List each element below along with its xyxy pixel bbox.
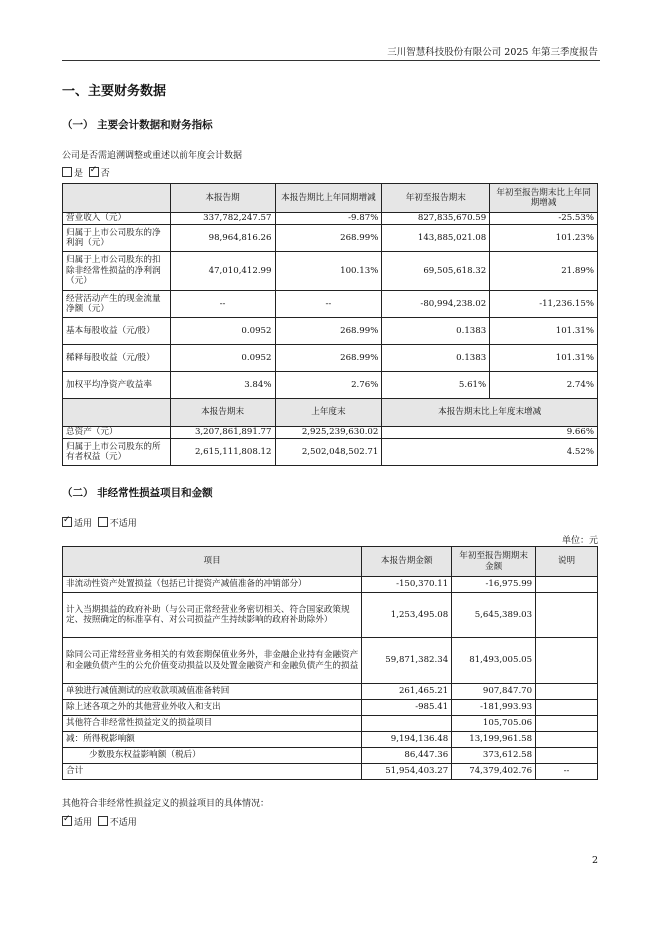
- item-label: 非流动性资产处置损益（包括已计提资产减值准备的冲销部分）: [63, 577, 362, 593]
- cell-value: --: [275, 291, 382, 318]
- cell-value: 4.52%: [382, 439, 598, 466]
- other-items-note: 其他符合非经常性损益定义的损益项目的具体情况：: [62, 799, 270, 809]
- table-row: [63, 213, 598, 225]
- cell-note: [536, 748, 598, 764]
- cell-value: 98,964,816.26: [170, 225, 275, 252]
- cell-value: 0.0952: [170, 318, 275, 345]
- table-row: [63, 291, 598, 318]
- table1-header: 本报告期末比上年度末增减: [382, 399, 598, 427]
- item-label: 除同公司正常经营业务相关的有效套期保值业务外，非金融企业持有金融资产和金融负债产生的公允价值变动损益以及处置金融资产和金融负债产生的损益: [63, 638, 362, 684]
- table1-header: 年初至报告期末比上年同期增减: [490, 184, 598, 213]
- cell-value: 2,925,239,630.02: [275, 427, 382, 439]
- cell-value: 0.1383: [382, 318, 490, 345]
- row-label: 总资产（元）: [63, 427, 171, 439]
- page-header: 三川智慧科技股份有限公司 2025 年第三季度报告: [387, 47, 598, 58]
- option-applicable-label: 适用: [74, 818, 93, 828]
- cell-note: [536, 732, 598, 748]
- table-row: [63, 427, 598, 439]
- table-row: [63, 700, 598, 716]
- checkbox-applicable[interactable]: [62, 816, 72, 826]
- non-recurring-items-table: [62, 546, 598, 780]
- table-row: [63, 764, 598, 780]
- cell-value: 261,465.21: [362, 684, 452, 700]
- table-row: [63, 318, 598, 345]
- item-label: 合计: [63, 764, 362, 780]
- cell-value: 9,194,136.48: [362, 732, 452, 748]
- cell-value: 373,612.58: [452, 748, 536, 764]
- cell-value: -80,994,238.02: [382, 291, 490, 318]
- option-not-applicable-label: 不适用: [109, 519, 137, 529]
- page-number: 2: [591, 855, 598, 866]
- cell-value: -150,370.11: [362, 577, 452, 593]
- table1-header: 本报告期末: [170, 399, 275, 427]
- table-row: [63, 252, 598, 291]
- subsection-title-2: （二） 非经常性损益项目和金额: [62, 487, 213, 499]
- table2-header: 年初至报告期期末金额: [452, 547, 536, 577]
- applicability-options: [62, 516, 137, 529]
- table1-corner: [63, 184, 171, 213]
- cell-value: -181,993.93: [452, 700, 536, 716]
- unit-label: 单位：元: [561, 536, 598, 546]
- cell-value: 2,502,048,502.71: [275, 439, 382, 466]
- option-not-applicable-label: 不适用: [109, 818, 137, 828]
- cell-value: 268.99%: [275, 318, 382, 345]
- footer-options: [62, 815, 137, 828]
- checkbox-no[interactable]: [89, 167, 99, 177]
- table-row: [63, 372, 598, 399]
- table2-header: 说明: [536, 547, 598, 577]
- cell-value: 69,505,618.32: [382, 252, 490, 291]
- option-yes-label: 是: [74, 169, 84, 179]
- table-row: [63, 748, 598, 764]
- subsection-title-1: （一） 主要会计数据和财务指标: [62, 119, 213, 131]
- table2-header: 项目: [63, 547, 362, 577]
- cell-value: 1,253,495.08: [362, 593, 452, 638]
- row-label: 稀释每股收益（元/股）: [63, 345, 171, 372]
- row-label: 归属于上市公司股东的净利润（元）: [63, 225, 171, 252]
- cell-value: 74,379,402.76: [452, 764, 536, 780]
- row-label: 基本每股收益（元/股）: [63, 318, 171, 345]
- item-label: 计入当期损益的政府补助（与公司正常经营业务密切相关、符合国家政策规定、按照确定的标准享有、对公司损益产生持续影响的政府补助除外）: [63, 593, 362, 638]
- cell-value: 827,835,670.59: [382, 213, 490, 225]
- cell-value: 47,010,412.99: [170, 252, 275, 291]
- table-row: [63, 439, 598, 466]
- cell-value: 21.89%: [490, 252, 598, 291]
- table-row: [63, 225, 598, 252]
- cell-value: 101.23%: [490, 225, 598, 252]
- checkbox-applicable[interactable]: [62, 517, 72, 527]
- checkbox-not-applicable[interactable]: [98, 517, 108, 527]
- cell-value: 3.84%: [170, 372, 275, 399]
- cell-value: 3,207,861,891.77: [170, 427, 275, 439]
- cell-value: 2.74%: [490, 372, 598, 399]
- checkbox-yes[interactable]: [62, 167, 72, 177]
- cell-value: -16,975.99: [452, 577, 536, 593]
- table-row: [63, 732, 598, 748]
- cell-value: 907,847.70: [452, 684, 536, 700]
- table1-header: 本报告期: [170, 184, 275, 213]
- cell-value: -11,236.15%: [490, 291, 598, 318]
- cell-value: 13,199,961.58: [452, 732, 536, 748]
- cell-value: 2.76%: [275, 372, 382, 399]
- cell-value: 2,615,111,808.12: [170, 439, 275, 466]
- cell-value: --: [170, 291, 275, 318]
- table-row: [63, 577, 598, 593]
- checkbox-not-applicable[interactable]: [98, 816, 108, 826]
- cell-value: 5,645,389.03: [452, 593, 536, 638]
- item-label: 少数股东权益影响额（税后）: [63, 748, 362, 764]
- cell-value: 100.13%: [275, 252, 382, 291]
- row-label: 经营活动产生的现金流量净额（元）: [63, 291, 171, 318]
- cell-value: 105,705.06: [452, 716, 536, 732]
- item-label: 单独进行减值测试的应收款项减值准备转回: [63, 684, 362, 700]
- cell-value: 268.99%: [275, 345, 382, 372]
- item-label: 减：所得税影响额: [63, 732, 362, 748]
- cell-value: -985.41: [362, 700, 452, 716]
- row-label: 归属于上市公司股东的所有者权益（元）: [63, 439, 171, 466]
- option-no-label: 否: [100, 169, 110, 179]
- cell-value: 268.99%: [275, 225, 382, 252]
- table-row: [63, 638, 598, 684]
- table2-header: 本报告期金额: [362, 547, 452, 577]
- cell-value: 101.31%: [490, 345, 598, 372]
- cell-note: [536, 684, 598, 700]
- cell-note: --: [536, 764, 598, 780]
- row-label: 加权平均净资产收益率: [63, 372, 171, 399]
- restatement-question: 公司是否需追溯调整或重述以前年度会计数据: [62, 151, 243, 161]
- cell-value: 51,954,403.27: [362, 764, 452, 780]
- table1-corner: [63, 399, 171, 427]
- header-divider: [62, 60, 600, 61]
- table1-header: 上年度末: [275, 399, 382, 427]
- cell-note: [536, 638, 598, 684]
- cell-value: 81,493,005.05: [452, 638, 536, 684]
- cell-note: [536, 700, 598, 716]
- table-row: [63, 593, 598, 638]
- row-label: 营业收入（元）: [63, 213, 171, 225]
- table1-header: 年初至报告期末: [382, 184, 490, 213]
- cell-note: [536, 716, 598, 732]
- cell-value: 9.66%: [382, 427, 598, 439]
- row-label: 归属于上市公司股东的扣除非经常性损益的净利润（元）: [63, 252, 171, 291]
- cell-value: 59,871,382.34: [362, 638, 452, 684]
- cell-value: 86,447.36: [362, 748, 452, 764]
- table-row: [63, 716, 598, 732]
- cell-value: 0.1383: [382, 345, 490, 372]
- cell-note: [536, 593, 598, 638]
- item-label: 除上述各项之外的其他营业外收入和支出: [63, 700, 362, 716]
- cell-value: 143,885,021.08: [382, 225, 490, 252]
- section-title: 一、主要财务数据: [62, 84, 167, 99]
- table1-header: 本报告期比上年同期增减: [275, 184, 382, 213]
- cell-value: 101.31%: [490, 318, 598, 345]
- table-row: [63, 684, 598, 700]
- table-row: [63, 345, 598, 372]
- cell-value: 0.0952: [170, 345, 275, 372]
- option-applicable-label: 适用: [74, 519, 93, 529]
- restatement-options: [62, 166, 110, 179]
- cell-value: 5.61%: [382, 372, 490, 399]
- cell-note: [536, 577, 598, 593]
- cell-value: -25.53%: [490, 213, 598, 225]
- item-label: 其他符合非经常性损益定义的损益项目: [63, 716, 362, 732]
- cell-value: -9.87%: [275, 213, 382, 225]
- cell-value: [362, 716, 452, 732]
- key-financial-table: [62, 183, 598, 466]
- cell-value: 337,782,247.57: [170, 213, 275, 225]
